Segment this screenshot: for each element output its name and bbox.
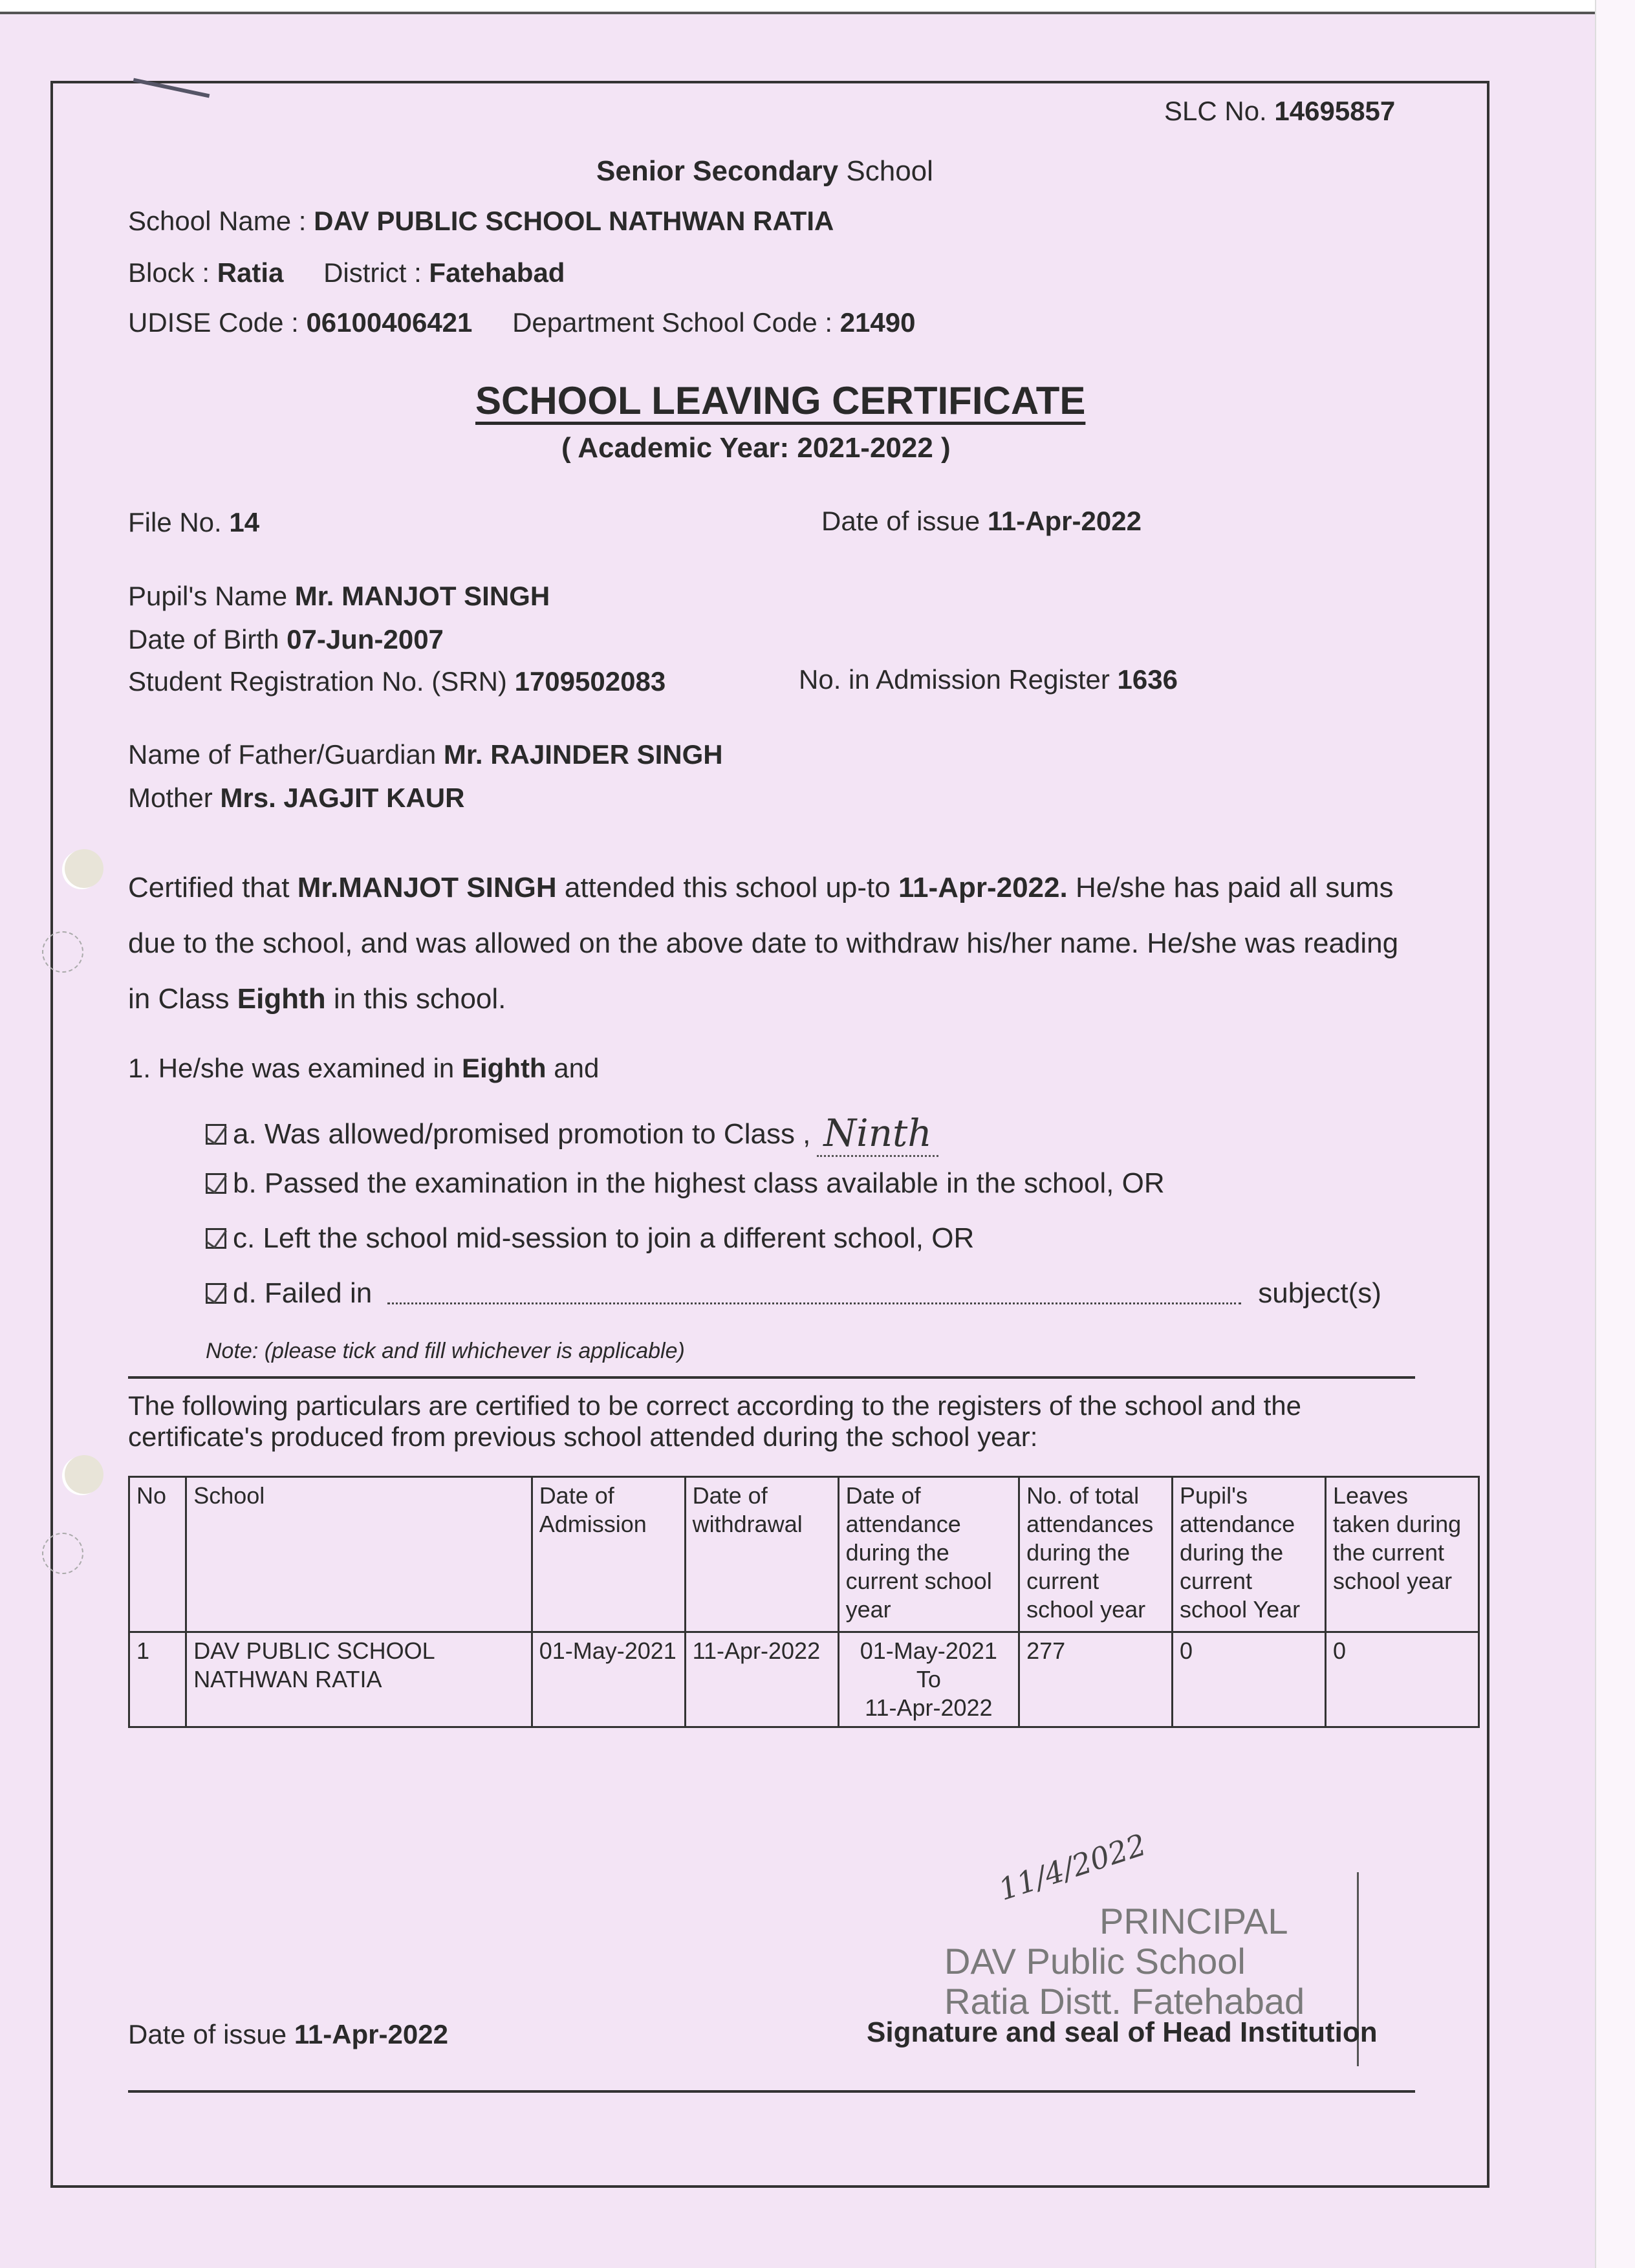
- mother-value: Mrs. JAGJIT KAUR: [220, 783, 465, 813]
- cell-admission: 01-May-2021: [532, 1632, 685, 1727]
- attendance-table: [128, 1476, 1480, 1728]
- cert-text: attended this school up-to: [564, 872, 891, 903]
- col-school: School: [186, 1477, 532, 1632]
- school-type-value: Senior Secondary: [596, 155, 839, 187]
- option-b: [206, 1167, 1165, 1200]
- cell-school: DAV PUBLIC SCHOOL NATHWAN RATIA: [186, 1632, 532, 1727]
- dob-value: 07-Jun-2007: [287, 624, 444, 654]
- school-name-value: DAV PUBLIC SCHOOL NATHWAN RATIA: [314, 206, 834, 236]
- table-row: [129, 1632, 1479, 1727]
- cert-pupil-name: Mr.MANJOT SINGH: [297, 872, 557, 903]
- cell-pupil-attendance: 0: [1173, 1632, 1326, 1727]
- exam-prefix: 1. He/she was examined in: [128, 1053, 455, 1083]
- option-a-label: a. Was allowed/promised promotion to Class ,: [233, 1118, 811, 1150]
- cell-attendance-dates: [838, 1632, 1019, 1727]
- file-no-value: 14: [229, 507, 260, 537]
- block-district-row: [128, 257, 565, 288]
- block-label: Block :: [128, 257, 210, 288]
- checkbox-crossed-icon[interactable]: [206, 1283, 226, 1304]
- punch-hole-ring-icon: [42, 1533, 83, 1574]
- attendance-from: 01-May-2021: [860, 1637, 997, 1664]
- cell-no: 1: [129, 1632, 186, 1727]
- dob-label: Date of Birth: [128, 624, 279, 654]
- school-seal-stamp: [944, 1901, 1305, 2022]
- school-name-row: [128, 206, 834, 237]
- seal-title: PRINCIPAL: [1099, 1901, 1288, 1941]
- pupil-name-label: Pupil's Name: [128, 581, 288, 611]
- slc-value: 14695857: [1274, 96, 1396, 126]
- footer-divider: [128, 2090, 1415, 2093]
- failed-subjects-field[interactable]: [387, 1283, 1241, 1304]
- option-d-suffix: subject(s): [1258, 1277, 1381, 1309]
- seal-school: DAV Public School: [944, 1941, 1246, 1982]
- col-attendance-dates: Date of attendance during the current school year: [838, 1477, 1019, 1632]
- punch-hole-ring-icon: [42, 931, 83, 973]
- pupil-name-value: Mr. MANJOT SINGH: [294, 581, 550, 611]
- codes-row: [128, 307, 915, 338]
- block-value: Ratia: [217, 257, 284, 288]
- slc-number: [1164, 96, 1395, 127]
- principal-signature: 11/4/2022: [994, 1826, 1151, 1908]
- attendance-to: 11-Apr-2022: [865, 1694, 993, 1721]
- divider: [128, 1376, 1415, 1379]
- option-c: [206, 1222, 974, 1255]
- cert-class: Eighth: [237, 983, 326, 1015]
- cell-leaves: 0: [1325, 1632, 1478, 1727]
- district-label: District :: [323, 257, 422, 288]
- father-row: [128, 739, 723, 770]
- dob-row: [128, 624, 444, 655]
- col-no: No: [129, 1477, 186, 1632]
- promotion-class-handwritten[interactable]: Ninth: [817, 1111, 938, 1157]
- academic-year: ( Academic Year: 2021-2022 ): [561, 432, 951, 464]
- dept-code-label: Department School Code :: [512, 307, 833, 338]
- admission-register-row: [799, 664, 1178, 695]
- certification-paragraph: [128, 860, 1422, 1027]
- checkbox-crossed-icon[interactable]: [206, 1228, 226, 1249]
- file-no-label: File No.: [128, 507, 222, 537]
- father-label: Name of Father/Guardian: [128, 739, 437, 770]
- option-d-label: d. Failed in: [233, 1277, 373, 1309]
- option-b-label: b. Passed the examination in the highest class available in the school, OR: [233, 1167, 1165, 1199]
- udise-label: UDISE Code :: [128, 307, 299, 338]
- cell-withdrawal: 11-Apr-2022: [685, 1632, 838, 1727]
- col-leaves: Leaves taken during the current school year: [1325, 1477, 1478, 1632]
- col-admission: Date of Admission: [532, 1477, 685, 1632]
- scan-right-edge: [1595, 0, 1635, 2268]
- particulars-text: The following particulars are certified to be correct according to the registers of the school and the certificate's produced from previous school attended during the school year:: [128, 1390, 1301, 1452]
- srn-row: [128, 666, 666, 697]
- option-d: [206, 1277, 1381, 1310]
- school-name-label: School Name :: [128, 206, 307, 236]
- option-a: [206, 1111, 938, 1157]
- table-header-row: [129, 1477, 1479, 1632]
- admission-label: No. in Admission Register: [799, 664, 1110, 695]
- srn-value: 1709502083: [514, 666, 666, 697]
- file-number: [128, 507, 259, 538]
- checkbox-crossed-icon[interactable]: [206, 1173, 226, 1194]
- note: Note: (please tick and fill whichever is applicable): [206, 1339, 685, 1363]
- attendance-to-label: To: [916, 1666, 941, 1692]
- father-value: Mr. RAJINDER SINGH: [443, 739, 723, 770]
- exam-suffix: and: [554, 1053, 600, 1083]
- issue-label: Date of issue: [821, 506, 980, 536]
- mother-label: Mother: [128, 783, 213, 813]
- date-of-issue-bottom: [128, 2019, 448, 2050]
- issue-bottom-value: 11-Apr-2022: [294, 2019, 448, 2049]
- school-type: [596, 155, 933, 188]
- cert-text: in this school.: [333, 983, 506, 1015]
- school-type-suffix: School: [846, 155, 933, 187]
- punch-hole-icon: [65, 1455, 103, 1494]
- srn-label: Student Registration No. (SRN): [128, 666, 507, 697]
- issue-value: 11-Apr-2022: [987, 506, 1142, 536]
- scan-top-edge: [0, 0, 1635, 14]
- certificate-title: SCHOOL LEAVING CERTIFICATE: [475, 379, 1086, 422]
- cert-text: Certified that: [128, 872, 290, 903]
- option-c-label: c. Left the school mid-session to join a different school, OR: [233, 1222, 975, 1254]
- col-pupil-attendance: Pupil's attendance during the current school Year: [1173, 1477, 1326, 1632]
- slc-label: SLC No.: [1164, 96, 1267, 126]
- cert-date: 11-Apr-2022.: [898, 872, 1068, 903]
- date-of-issue-top: [821, 506, 1142, 537]
- col-total-attendances: No. of total attendances during the current school year: [1019, 1477, 1173, 1632]
- col-withdrawal: Date of withdrawal: [685, 1477, 838, 1632]
- exam-class: Eighth: [461, 1053, 547, 1083]
- pupil-name-row: [128, 581, 550, 612]
- checkbox-ticked-icon[interactable]: [206, 1124, 226, 1145]
- district-value: Fatehabad: [429, 257, 565, 288]
- cert-text: He/she has paid all sums due to the school, and was allowed on the above date to withdraw his/her name. He/she was reading in Class: [128, 872, 1399, 1015]
- dept-code-value: 21490: [839, 307, 916, 338]
- udise-value: 06100406421: [306, 307, 473, 338]
- cell-total-attendances: 277: [1019, 1632, 1173, 1727]
- exam-line: [128, 1053, 599, 1084]
- admission-value: 1636: [1117, 664, 1178, 695]
- mother-row: [128, 783, 464, 814]
- issue-bottom-label: Date of issue: [128, 2019, 287, 2049]
- punch-hole-icon: [65, 849, 103, 888]
- seal-location: Ratia Distt. Fatehabad: [944, 1981, 1305, 2022]
- signature-caption: Signature and seal of Head Institution: [867, 2016, 1378, 2048]
